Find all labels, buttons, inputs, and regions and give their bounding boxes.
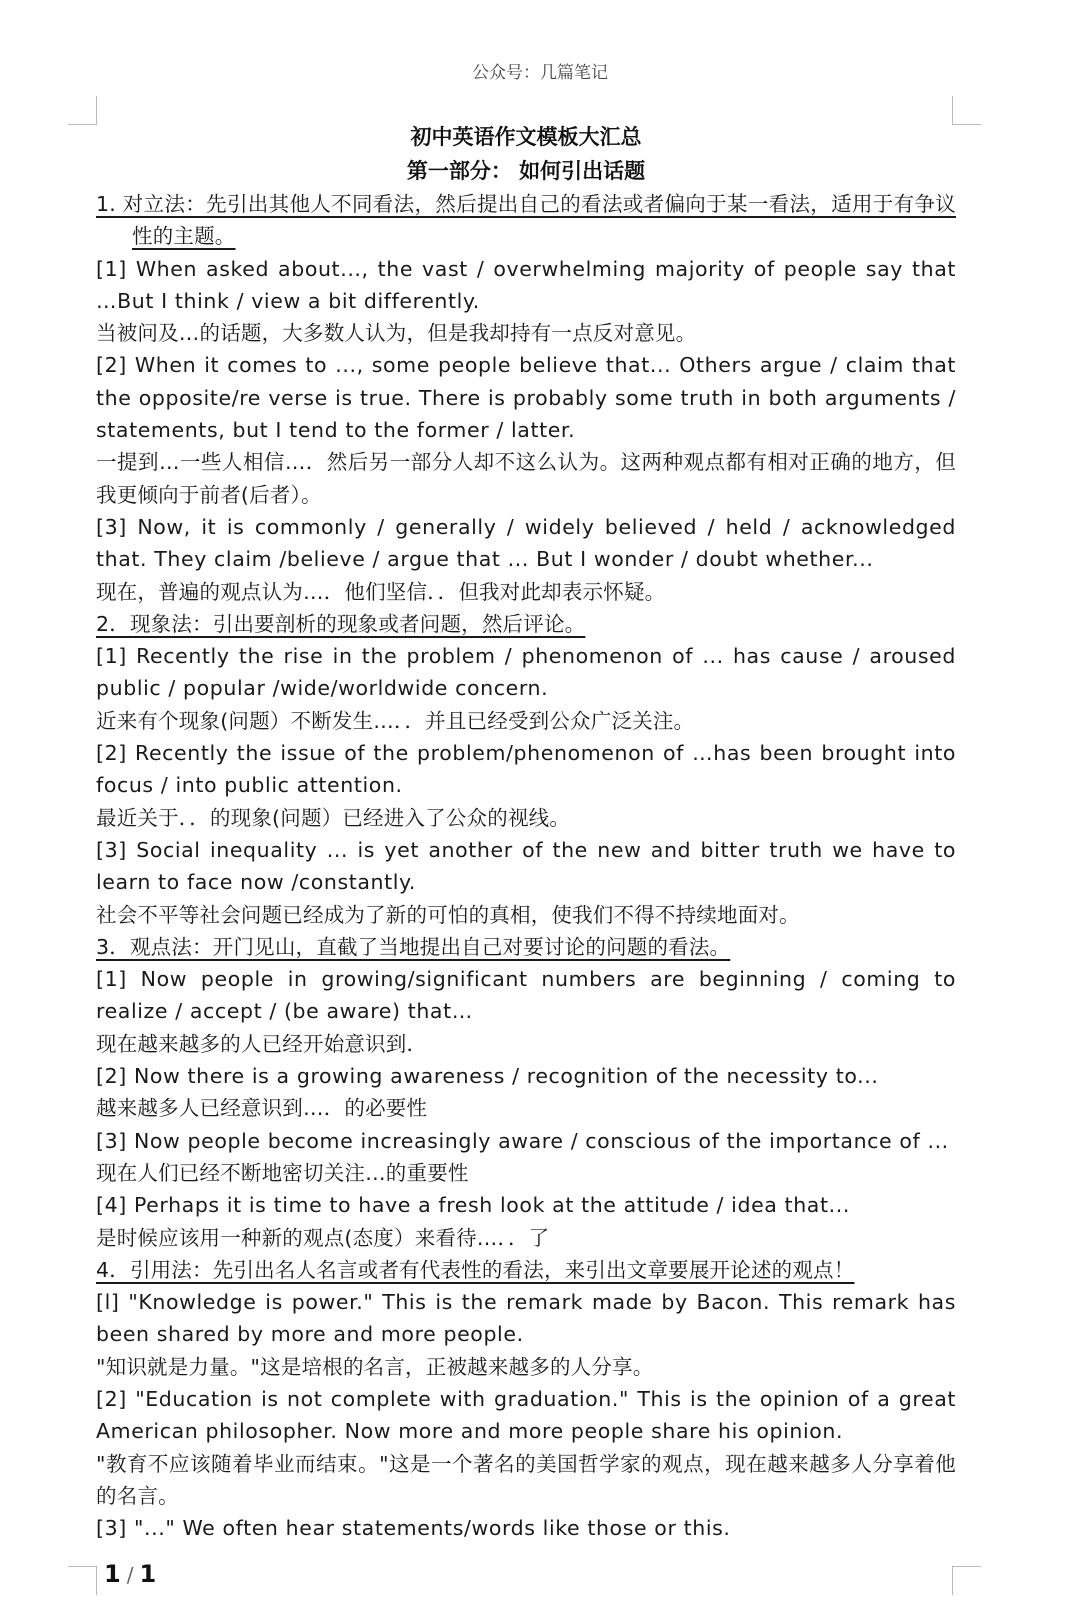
english-template: [l] "Knowledge is power." This is the remark made by Bacon. This remark has been shared by more and more people.	[96, 1290, 956, 1347]
english-template: [3] "..." We often hear statements/words like those or this.	[96, 1516, 731, 1541]
page-corner-mark	[68, 1566, 97, 1595]
english-template: [1] Recently the rise in the problem / phenomenon of ... has cause / aroused public / popular /wide/worldwide concern.	[96, 644, 956, 701]
method-heading: 2．现象法：引出要剖析的现象或者问题，然后评论。	[96, 611, 586, 636]
chinese-translation: "知识就是力量。"这是培根的名言，正被越来越多的人分享。	[96, 1354, 654, 1379]
method-heading: 1. 对立法：先引出其他人不同看法，然后提出自己的看法或者偏向于某一看法，适用于有争议性的主题。	[96, 192, 956, 249]
english-template: [4] Perhaps it is time to have a fresh look at the attitude / idea that...	[96, 1193, 850, 1218]
chinese-translation: 近来有个现象(问题）不断发生…．．并且已经受到公众广泛关注。	[96, 708, 695, 733]
chinese-translation: 一提到…一些人相信…．然后另一部分人却不这么认为。这两种观点都有相对正确的地方，但我更倾向于前者(后者）。	[96, 450, 956, 507]
page-corner-mark	[68, 96, 97, 125]
page-separator: /	[126, 1563, 134, 1587]
chinese-translation: "教育不应该随着毕业而结束。"这是一个著名的美国哲学家的观点，现在越来越多人分享着他的名言。	[96, 1451, 956, 1508]
chinese-translation: 现在，普遍的观点认为…．他们坚信．．但我对此却表示怀疑。	[96, 579, 666, 604]
english-template: [2] Now there is a growing awareness / recognition of the necessity to...	[96, 1064, 879, 1089]
chinese-translation: 现在人们已经不断地密切关注…的重要性	[96, 1160, 469, 1185]
document-body	[96, 120, 956, 1544]
english-template: [2] When it comes to ..., some people believe that... Others argue / claim that the opposite/re verse is true. There is probably some truth in both arguments / statements, but I tend to the former / latter.	[96, 353, 956, 443]
english-template: [3] Now, it is commonly / generally / widely believed / held / acknowledged that. They claim /believe / argue that ... But I wonder / doubt whether...	[96, 514, 956, 572]
account-header: 公众号：几篇笔记	[472, 63, 608, 83]
method-heading: 3．观点法：开门见山，直截了当地提出自己对要讨论的问题的看法。	[96, 934, 731, 959]
page-corner-mark	[952, 96, 981, 125]
page-corner-mark	[952, 1566, 981, 1595]
chinese-translation: 最近关于．．的现象(问题）已经进入了公众的视线。	[96, 805, 571, 830]
paragraph-list	[96, 188, 956, 1544]
english-template: [3] Now people become increasingly aware / conscious of the importance of ...	[96, 1128, 949, 1153]
english-template: [1] Now people in growing/significant numbers are beginning / coming to realize / accept / (be aware) that…	[96, 967, 956, 1024]
page-indicator	[104, 1560, 156, 1588]
chinese-translation: 当被问及…的话题，大多数人认为，但是我却持有一点反对意见。	[96, 321, 697, 346]
method-heading: 4．引用法：先引出名人名言或者有代表性的看法，来引出文章要展开论述的观点！	[96, 1257, 855, 1282]
english-template: [1] When asked about..., the vast / overwhelming majority of people say that …But I think / view a bit differently.	[96, 256, 956, 313]
chinese-translation: 越来越多人已经意识到…．的必要性	[96, 1096, 428, 1121]
total-pages: 1	[139, 1560, 157, 1588]
chinese-translation: 社会不平等社会问题已经成为了新的可怕的真相，使我们不得不持续地面对。	[96, 902, 800, 927]
current-page: 1	[104, 1560, 121, 1588]
english-template: [2] Recently the issue of the problem/phenomenon of …has been brought into focus / into public attention.	[96, 741, 956, 798]
english-template: [2] "Education is not complete with graduation." This is the opinion of a great American philosopher. Now more and more people share his opinion.	[96, 1386, 956, 1444]
english-template: [3] Social inequality ... is yet another of the new and bitter truth we have to learn to face now /constantly.	[96, 837, 956, 895]
chinese-translation: 是时候应该用一种新的观点(态度）来看待…．．了	[96, 1225, 550, 1250]
section-heading: 第一部分： 如何引出话题	[406, 159, 646, 183]
chinese-translation: 现在越来越多的人已经开始意识到．	[96, 1031, 428, 1056]
document-title: 初中英语作文模板大汇总	[410, 125, 642, 149]
